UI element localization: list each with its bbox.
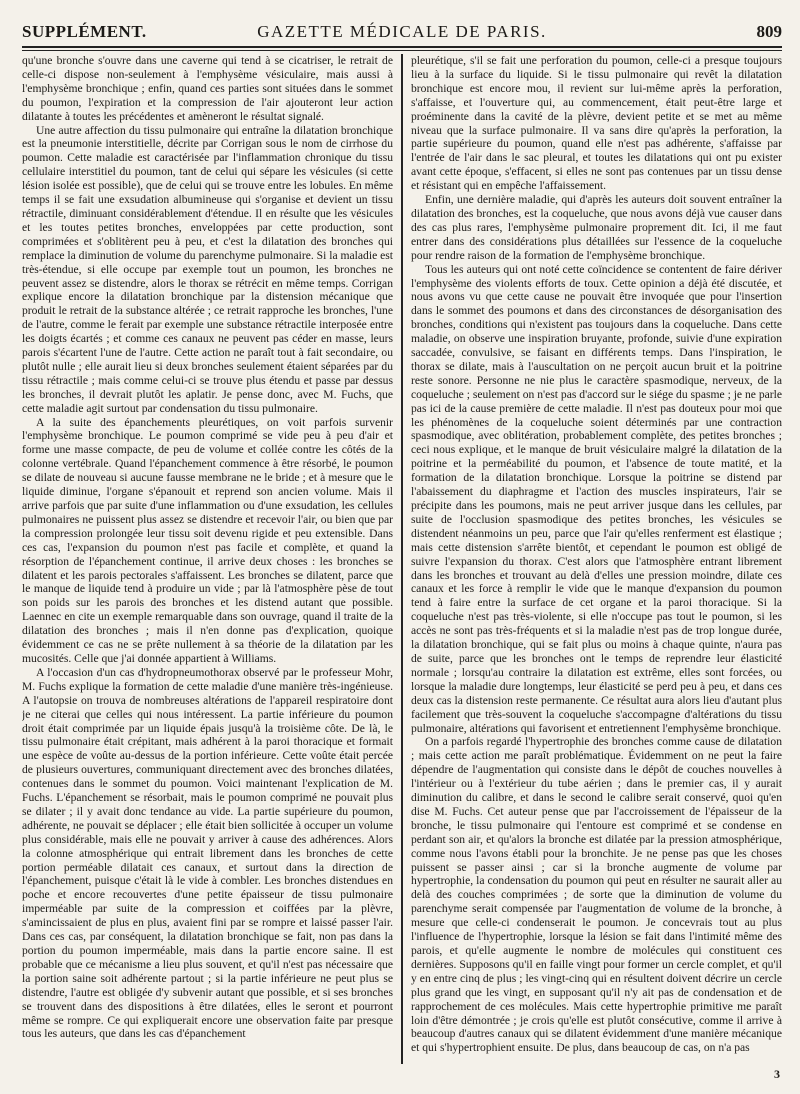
article-columns [22,54,782,1064]
paragraph: On a parfois regardé l'hypertrophie des bronches comme cause de dilatation ; mais cette action me paraît problématique. Évidemment on ne peut la faire dépendre de l'augmentation qui consiste dans le dépôt de couches nouvelles à l'intérieur ou à l'extérieur du tube aérien ; dans le premier cas, il y aurait diminution du calibre, et dans le second le calibre serait conservé, quoi qu'en dise M. Fuchs. Cet auteur pense que par l'accroissement de l'épaisseur de la bronche, le tissu pulmonaire qui l'entoure est comprimé et se condense en perdant son air, et qu'alors la bronche est dilatée par la pression atmosphérique, comme nous l'avons établi pour la bronchite. Je ne pense pas que les choses puissent se passer ainsi ; car si la bronche augmente de volume par hypertrophie, la condensation du poumon qui peut en résulter ne saurait aller au delà des couches comprimées ; de sorte que la diminution de volume du parenchyme serait compensée par l'augmentation de volume de la bronche, à mesure que celle-ci condenserait le poumon. Je concevrais tout au plus l'influence de l'hypertrophie, lorsque la lésion se fait dans l'intimité même des parois, et qu'elle augmente le nombre de molécules qui constituent ces dernières. Supposons qu'il en faille vingt pour former un cercle complet, et qu'il y en entre cinq de plus ; les vingt-cinq qui en résultent doivent décrire un cercle plus grand que les vingt, en supposant qu'il n'y ait pas de condensation et de rapprochement de ces molécules. Mais cette hypertrophie primitive me paraît loin d'être démontrée ; je crois qu'elle est plutôt consécutive, comme il arrive à beaucoup d'autres canaux qui se dilatent évidemment d'une manière mécanique et qui s'hypertrophient ensuite. De plus, dans beaucoup de cas, on n'a pas [411,735,782,1055]
paragraph: pleurétique, s'il se fait une perforation du poumon, celle-ci a presque toujours lieu à la surface du liquide. Si le tissu pulmonaire qui revêt la dilatation bronchique est encore mou, il revient sur lui-même après la perforation, s'affaisse, et l'ouverture qui, au commencement, était peut-être large et proéminente dans la cavité de la plèvre, devient petite et se met au même niveau que la surface pulmonaire. Il va sans dire qu'après la perforation, la partie supérieure du poumon, quand elle n'est pas adhérente, s'affaisse par l'entrée de l'air dans le sac pleural, et toutes les dilatations qui ont pu exister avant cette époque, s'effacent, si elles ne sont pas contenues par un tissu dense et résistant qui en empêche l'affaissement. [411,54,782,193]
paragraph: Tous les auteurs qui ont noté cette coïncidence se contentent de faire dériver l'emphysème des violents efforts de toux. Cette opinion a déjà été discutée, et nous avons vu que cette cause ne pouvait être invoquée que pour l'insertion dans le sommet des poumons et dans des circonstances de désorganisation des bronches, conditions qui n'existent pas toujours dans la coqueluche. Dans cette maladie, on observe une inspiration bruyante, profonde, suivie d'une expiration saccadée, convulsive, se faisant en différents temps. Dans l'inspiration, le thorax se dilate, mais à l'auscultation on ne perçoit aucun bruit et la poitrine reste sonore. Personne ne nie plus le caractère spasmodique, nerveux, de la coqueluche ; seulement on n'est pas d'accord sur le siége du spasme ; je ne parle pas ici de la cause première de cette maladie. Il n'est pas douteux pour moi que les phénomènes de la coqueluche soient déterminés par une contraction spasmodique, avec oblitération, probablement complète, des petites bronches ; ceci nous explique, et le manque de bruit vésiculaire malgré la dilatation de la poitrine et la perméabilité du poumon, et l'absence de toute matité, et la formation de la dilatation bronchique. Lorsque la poitrine se distend par l'abaissement du diaphragme et l'action des muscles inspirateurs, l'air se précipite dans les poumons, mais ne peut arriver jusque dans les cellules, par suite de l'occlusion spasmodique des petites bronches, les vésicules se distendent néanmoins un peu, parce que l'air qu'elles renferment est élastique ; mais cette distension s'arrête bientôt, et cependant le poumon est obligé de suivre l'expansion du thorax. C'est alors que l'atmosphère entrant librement dans les bronches et trouvant au delà d'elles une pression moindre, dilate ces canaux et les force à remplir le vide que le manque d'expansion du poumon tend à faire entre la surface de cet organe et la paroi thoracique. Si la coqueluche n'est pas très-violente, si elle n'occupe pas tout le poumon, si les accès ne sont pas très-fréquents et si la maladie n'est pas de trop longue durée, la dilatation bronchique, qui se fait plus ou moins à chaque quinte, n'aura pas de suite, parce que les bronches ont le temps de reprendre leur élasticité normale ; lorsqu'au contraire la dilatation est extrême, elles sont forcées, ou lorsque la maladie dure longtemps, leur élasticité se perd peu à peu, et dans ces deux cas la distension reste permanente. Ce résultat aura alors lieu d'autant plus facilement que très-souvent la coqueluche s'accompagne d'altérations du tissu pulmonaire, altérations qui favorisent et entretiennent l'emphysème bronchique. [411,262,782,735]
paragraph: qu'une bronche s'ouvre dans une caverne qui tend à se cicatriser, le retrait de celle-ci dispose non-seulement à l'emphysème vésiculaire, mais aussi à l'emphysème bronchique ; enfin, quand ces parties sont situées dans le sommet du poumon, l'expiration et la compression de l'air ajouteront leur action dilatante à toutes les précédentes et amèneront le résultat signalé. [22,54,393,123]
footer-page-marker: 3 [774,1067,780,1081]
right-column [403,54,782,1064]
paragraph: A l'occasion d'un cas d'hydropneumothorax observé par le professeur Mohr, M. Fuchs explique la formation de cette maladie d'une manière très-ingénieuse. A l'autopsie on trouva de nombreuses altérations de l'appareil respiratoire dont je ne citerai que celles qui nous intéressent. La partie inférieure du poumon droit était comprimée par un liquide épais jusqu'à la troisième côte. De là, le tissu pulmonaire était crépitant, mais adhérent à la paroi thoracique et formait une espèce de voûte au-dessus de la portion inférieure. Cette voûte était percée de plusieurs ouvertures, communiquant directement avec des bronches dilatées, contenues dans le sommet du poumon. Voici maintenant l'explication de M. Fuchs. L'épanchement se résorbait, mais le poumon comprimé ne pouvait plus se dilater ; il y avait donc tendance au vide. La partie supérieure du poumon, adhérente, ne pouvait se déplacer ; elle était bien sollicitée à occuper un volume plus considérable, mais elle ne pouvait y arriver à cause des adhérences. Alors la colonne atmosphérique qui entrait librement dans les bronches de cette portion perméable dilatait ces canaux, et surtout dans la direction de l'épanchement, puisque c'était là le vide à combler. Les bronches distendues en poche et encore recouvertes d'une petite épaisseur de tissu pulmonaire imperméable par suite de la compression et coiffées par la plèvre, s'amincissaient de plus en plus, avaient fini par se rompre et laissé passer l'air. Dans ces cas, par conséquent, la dilatation bronchique se fait, non pas dans la portion du poumon imperméable, mais dans la partie encore saine. Il est probable que ce mécanisme a lieu plus souvent, et qu'il n'est pas nécessaire que la portion saine soit adhérente partout ; si la partie inférieure ne peut plus se distendre, l'autre est obligée d'y subvenir autant que possible, et si ses bronches se trouvent dans des dispositions à être dilatées, elles le seront et pourront même se rompre. Ce qui expliquerait encore une observation faite par presque tous les auteurs, que dans les cas d'épanchement [22,665,393,1041]
header-rule-thin [22,50,782,51]
paragraph: Une autre affection du tissu pulmonaire qui entraîne la dilatation bronchique est la pneumonie interstitielle, décrite par Corrigan sous le nom de cirrhose du poumon. Cette maladie est caractérisée par l'inflammation chronique du tissu cellulaire interstitiel du poumon, tant de celui qui sépare les vésicules (si cette lésion isolée est possible), que de celui qui se trouve entre les lobules. En même temps il se fait une exsudation albumineuse qui s'organise et devient un tissu rétractile, diminuant considérablement d'étendue. Il en résulte que les vésicules et les toutes petites bronches, enveloppées par cette production, sont comprimées et s'oblitèrent peu à peu, et c'est la dilatation des bronches qui remplace la diminution de volume du parenchyme pulmonaire. Si la maladie est très-étendue, si elle occupe par exemple tout un poumon, les bronches ne peuvent assez se distendre, alors le thorax se rétrécit en même temps. Corrigan explique encore la dilatation bronchique par la distension mécanique que produit le retrait de la substance altérée ; ce retrait rapproche les bronches, l'une de l'autre, comme le ferait par exemple une substance rétractile interposée entre les doigts écartés ; et comme ces canaux ne peuvent pas céder en masse, leurs parois s'écartent l'une de l'autre. Cette action ne paraît tout à fait secondaire, ou plutôt nulle ; elle aurait lieu si deux bronches seulement étaient séparées par du tissu rétractile ; mais comme celui-ci se trouve plus étendu et passe par dessus les bronches, il devrait plutôt les aplatir. Je pense donc, avec M. Fuchs, que cette maladie agit surtout par condensation du tissu pulmonaire. [22,123,393,415]
page-header [22,22,782,46]
header-page-number: 809 [756,22,782,41]
paragraph: A la suite des épanchements pleurétiques, on voit parfois survenir l'emphysème bronchique. Le poumon comprimé se vide peu à peu d'air et forme une masse compacte, de peu de volume et collée contre les côtés de la colonne vertébrale. Quand l'épanchement commence à être résorbé, le poumon se dilate de nouveau si aucune fausse membrane ne le bride ; et à mesure que le liquide diminue, l'organe s'épanouit et reprend son ancien volume. Mais il arrive parfois que par suite d'une inflammation ou d'une exsudation, les cellules pulmonaires ne puissent plus assez se distendre et recevoir l'air, ou bien que par la compression prolongée leur tissu soit devenu rigide et peu extensible. Dans ces cas, l'expansion du poumon n'est pas facile et complète, et quand la résorption de l'épanchement continue, il arrive deux choses : les bronches se dilatent et les parois pectorales s'affaissent. Les bronches se dilatent, parce que le manque de liquide tend à produire un vide ; par là l'atmosphère pèse de tout son poids sur les parois des bronches et les distend autant que possible. Laennec en cite un exemple remarquable dans son ouvrage, quand il traite de la dilatation des bronches ; mais il n'en donne pas d'explication, quoique évidemment ce cas ne se prête nullement à sa théorie de la dilatation par les mucosités. Celle que j'ai donnée appartient à Williams. [22,415,393,665]
header-journal-title: GAZETTE MÉDICALE DE PARIS. [257,22,547,41]
header-rule [22,46,782,48]
paragraph: Enfin, une dernière maladie, qui d'après les auteurs doit souvent entraîner la dilatation des bronches, est la coqueluche, que nous avons déjà vue causer dans des cas plus rares, l'emphysème pulmonaire proprement dit. Ici, il me faut entrer dans des considérations plus détaillées sur l'essence de la coqueluche pour rendre raison de la formation de l'emphysème bronchique. [411,193,782,262]
left-column [22,54,401,1064]
header-section-label: SUPPLÉMENT. [22,22,147,41]
